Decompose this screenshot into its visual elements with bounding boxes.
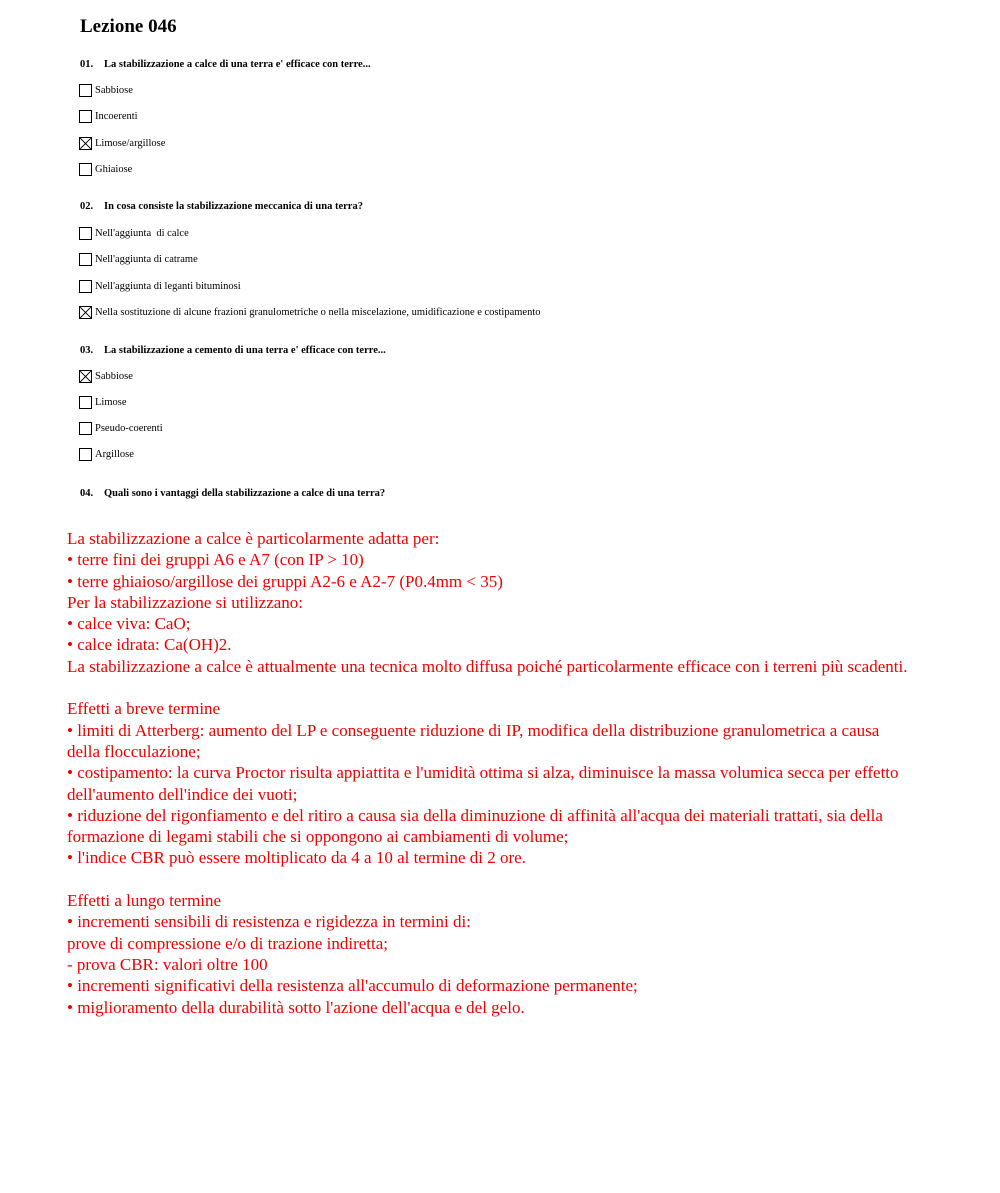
option-label: Nell'aggiunta di leganti bituminosi: [95, 280, 241, 292]
option-label: Limose/argillose: [95, 137, 166, 149]
option-sabbiose[interactable]: [79, 82, 133, 98]
question-text: In cosa consiste la stabilizzazione meccanica di una terra?: [104, 201, 363, 212]
option-label: Nell'aggiunta di catrame: [95, 253, 198, 265]
question-number: 03.: [80, 345, 94, 356]
option-label: Limose: [95, 396, 127, 408]
question-04: [80, 488, 385, 499]
answer-line: • limiti di Atterberg: aumento del LP e conseguente riduzione di IP, modifica della distribuzione granulometrica a causa: [67, 720, 880, 740]
answer-line: • costipamento: la curva Proctor risulta appiattita e l'umidità ottima si alza, diminuisce la massa volumica secca per effetto dell'aumento dell'indice dei vuoti;: [67, 763, 899, 804]
answer-line: La stabilizzazione a calce è particolarmente adatta per:: [67, 529, 440, 548]
checkbox-unchecked[interactable]: [79, 253, 92, 266]
option-calce[interactable]: [79, 225, 189, 241]
page-title: Lezione 046: [80, 16, 177, 37]
checkbox-unchecked[interactable]: [79, 84, 92, 97]
checkbox-unchecked[interactable]: [79, 163, 92, 176]
paragraph-gap: [67, 677, 937, 698]
question-text: La stabilizzazione a calce di una terra e' efficace con terre...: [104, 59, 371, 70]
checkbox-checked[interactable]: [79, 306, 92, 319]
answer-line: • incrementi sensibili di resistenza e rigidezza in termini di:: [67, 912, 471, 932]
option-label: Pseudo-coerenti: [95, 422, 163, 434]
question-number: 01.: [80, 59, 94, 70]
option-incoerenti[interactable]: [79, 108, 138, 124]
checkbox-unchecked[interactable]: [79, 422, 92, 435]
answer-line: • incrementi significativi della resistenza all'accumulo di deformazione permanente;: [67, 976, 638, 996]
option-pseudo-coerenti[interactable]: [79, 420, 163, 436]
answer-line: La stabilizzazione a calce è attualmente una tecnica molto diffusa poiché particolarmente efficace con i terreni più scadenti.: [67, 656, 908, 676]
option-limose-argillose[interactable]: [79, 135, 165, 151]
option-leganti-bituminosi[interactable]: [79, 278, 241, 294]
answer-line: • calce idrata: Ca(OH)2.: [67, 635, 232, 655]
checkbox-unchecked[interactable]: [79, 280, 92, 293]
checkbox-checked[interactable]: [79, 370, 92, 383]
answer-line: della flocculazione;: [67, 741, 201, 761]
option-ghiaiose[interactable]: [79, 161, 132, 177]
option-label: Sabbiose: [95, 370, 133, 382]
question-02: [80, 201, 363, 212]
option-catrame[interactable]: [79, 251, 198, 267]
answer-line: prove di compressione e/o di trazione indiretta;: [67, 933, 389, 953]
answer-line: • l'indice CBR può essere moltiplicato da 4 a 10 al termine di 2 ore.: [67, 848, 526, 868]
answer-line: Per la stabilizzazione si utilizzano:: [67, 592, 304, 612]
option-label: Nella sostituzione di alcune frazioni granulometriche o nella miscelazione, umidificazione e costipamento: [95, 306, 541, 318]
question-01: [80, 59, 371, 70]
answer-line: • miglioramento della durabilità sotto l'azione dell'acqua e del gelo.: [67, 997, 525, 1017]
answer-text: [67, 528, 937, 1018]
answer-line: • terre ghiaioso/argillose dei gruppi A2-6 e A2-7 (P0.4mm < 35): [67, 571, 503, 591]
question-number: 02.: [80, 201, 94, 212]
option-label: Argillose: [95, 448, 134, 460]
checkbox-checked[interactable]: [79, 137, 92, 150]
answer-line: - prova CBR: valori oltre 100: [67, 954, 268, 974]
question-text: Quali sono i vantaggi della stabilizzazione a calce di una terra?: [104, 488, 386, 499]
option-label: Sabbiose: [95, 84, 133, 96]
option-limose[interactable]: [79, 394, 127, 410]
checkbox-unchecked[interactable]: [79, 396, 92, 409]
checkbox-unchecked[interactable]: [79, 448, 92, 461]
answer-line: • riduzione del rigonfiamento e del ritiro a causa sia della diminuzione di affinità all'acqua dei materiali trattati, sia della formazione di legami stabili che si oppongono ai cambiamenti di volume;: [67, 805, 883, 847]
answer-heading-short-term: Effetti a breve termine: [67, 699, 221, 719]
answer-heading-long-term: Effetti a lungo termine: [67, 891, 222, 911]
paragraph-gap: [67, 869, 937, 890]
option-label: Nell'aggiunta di calce: [95, 227, 189, 239]
option-sostituzione[interactable]: [79, 304, 541, 320]
option-label: Incoerenti: [95, 110, 138, 122]
checkbox-unchecked[interactable]: [79, 227, 92, 240]
option-sabbiose[interactable]: [79, 368, 133, 384]
question-number: 04.: [80, 488, 94, 499]
checkbox-unchecked[interactable]: [79, 110, 92, 123]
question-text: La stabilizzazione a cemento di una terra e' efficace con terre...: [104, 345, 386, 356]
option-label: Ghiaiose: [95, 163, 133, 175]
answer-line: • calce viva: CaO;: [67, 614, 191, 634]
question-03: [80, 345, 386, 356]
option-argillose[interactable]: [79, 446, 134, 462]
answer-line: • terre fini dei gruppi A6 e A7 (con IP > 10): [67, 550, 364, 570]
